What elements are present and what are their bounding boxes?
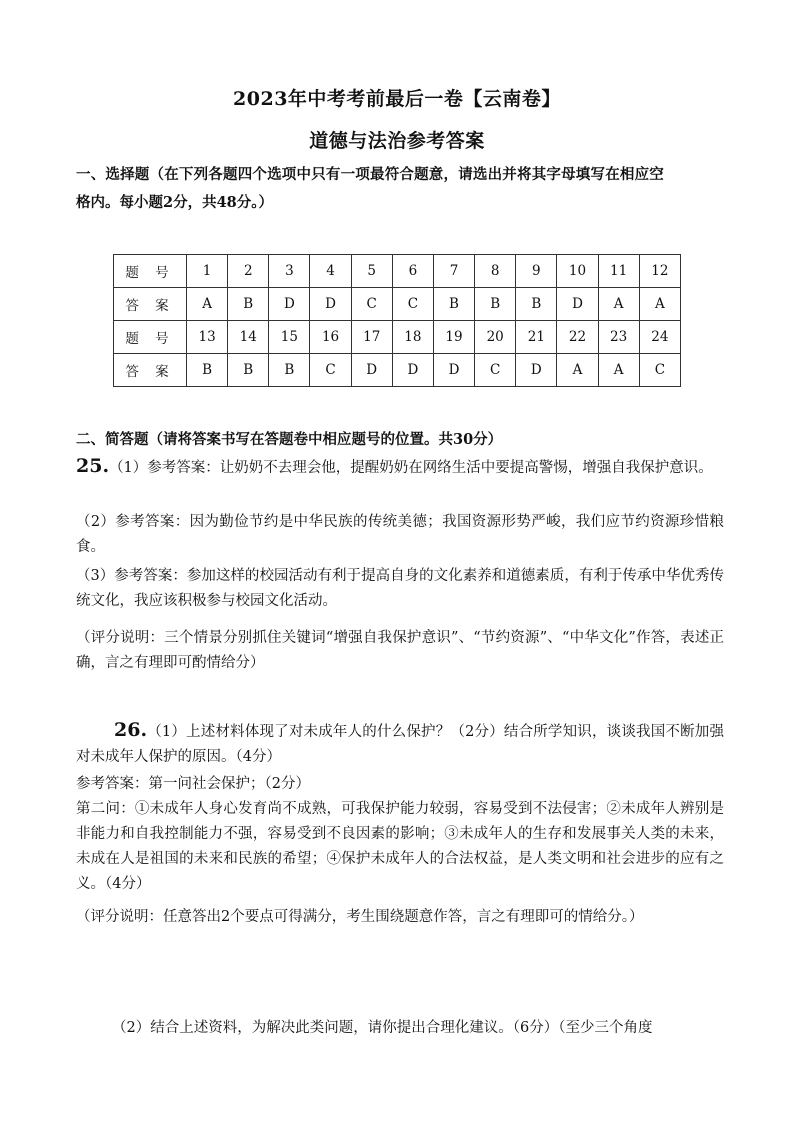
table-row	[114, 255, 681, 288]
answer-cell: A	[598, 288, 639, 321]
question-26-answer1: 参考答案：第一问社会保护；（2分）	[76, 776, 310, 792]
answer-cell: D	[310, 288, 351, 321]
question-number-cell: 14	[228, 321, 269, 354]
question-26-number: 26.	[114, 719, 148, 741]
answer-cell: A	[639, 288, 680, 321]
answer-cell: B	[228, 288, 269, 321]
section1-heading	[76, 162, 724, 215]
answer-cell: D	[516, 354, 557, 387]
question-number-cell: 5	[351, 255, 392, 288]
question-number-cell: 24	[639, 321, 680, 354]
question-number-cell: 18	[392, 321, 433, 354]
question-26-part2: （2）结合上述资料，为解决此类问题，请你提出合理化建议。（6分）（至少三个角度	[112, 1020, 653, 1036]
page-subtitle: 道德与法治参考答案	[309, 130, 485, 152]
answer-cell: A	[557, 354, 598, 387]
question-number-cell: 17	[351, 321, 392, 354]
question-26-note: （评分说明：任意答出2个要点可得满分，考生围绕题意作答，言之有理即可的情给分。）	[76, 909, 644, 925]
answer-cell: C	[639, 354, 680, 387]
question-number-cell: 22	[557, 321, 598, 354]
answer-label: 答 案	[114, 354, 187, 387]
question-26-answer2: 第二问：①未成年人身心发育尚不成熟，可我保护能力较弱，容易受到不法侵害；②未成年人辨别是非能力和自我控制能力不强，容易受到不良因素的影响；③未成年人的生存和发展事关人类的未来，未成在人是祖国的未来和民族的希望；④保护未成年人的合法权益，是人类文明和社会进步的应有之义。（4分）	[76, 801, 724, 892]
question-number-cell: 19	[433, 321, 474, 354]
answer-cell: C	[475, 354, 516, 387]
answer-cell: C	[392, 288, 433, 321]
answer-cell: C	[310, 354, 351, 387]
question-number-cell: 3	[269, 255, 310, 288]
answer-cell: D	[269, 288, 310, 321]
question-number-label: 题 号	[114, 321, 187, 354]
question-25-number: 25.	[76, 455, 110, 477]
question-number-cell: 8	[475, 255, 516, 288]
answer-cell: C	[351, 288, 392, 321]
answer-cell: A	[187, 288, 228, 321]
question-number-cell: 11	[598, 255, 639, 288]
table-row	[114, 288, 681, 321]
question-26-part1	[76, 718, 724, 770]
question-number-label: 题 号	[114, 255, 187, 288]
answer-table	[113, 254, 681, 387]
question-25-part1	[76, 454, 724, 481]
question-25-note: （评分说明：三个情景分别抓住关键词“增强自我保护意识”、“节约资源”、“中华文化”作答，表述正确，言之有理即可酌情给分）	[76, 630, 724, 671]
answer-cell: D	[557, 288, 598, 321]
question-25-part3: （3）参考答案：参加这样的校园活动有利于提高自身的文化素养和道德素质，有利于传承中华优秀传统文化，我应该积极参与校园文化活动。	[76, 568, 724, 609]
answer-cell: B	[433, 288, 474, 321]
page-title: 2023年中考考前最后一卷【云南卷】	[233, 88, 561, 110]
answer-cell: B	[187, 354, 228, 387]
question-number-cell: 9	[516, 255, 557, 288]
question-number-cell: 12	[639, 255, 680, 288]
question-number-cell: 13	[187, 321, 228, 354]
question-number-cell: 20	[475, 321, 516, 354]
question-number-cell: 10	[557, 255, 598, 288]
answer-cell: D	[433, 354, 474, 387]
question-number-cell: 7	[433, 255, 474, 288]
table-row	[114, 354, 681, 387]
question-number-cell: 21	[516, 321, 557, 354]
question-number-cell: 4	[310, 255, 351, 288]
answer-label: 答 案	[114, 288, 187, 321]
question-number-cell: 2	[228, 255, 269, 288]
question-number-cell: 6	[392, 255, 433, 288]
question-25-part2: （2）参考答案：因为勤俭节约是中华民族的传统美德；我国资源形势严峻，我们应节约资源珍惜粮食。	[76, 514, 724, 555]
question-number-cell: 15	[269, 321, 310, 354]
question-26-part1-text: （1）上述材料体现了对未成年人的什么保护？（2分）结合所学知识，谈谈我国不断加强对未成年人保护的原因。（4分）	[76, 724, 724, 765]
answer-cell: D	[351, 354, 392, 387]
question-number-cell: 16	[310, 321, 351, 354]
question-number-cell: 1	[187, 255, 228, 288]
answer-cell: A	[598, 354, 639, 387]
section1-heading-line1: 一、选择题（在下列各题四个选项中只有一项最符合题意，请选出并将其字母填写在相应空	[76, 166, 664, 183]
section2-heading: 二、简答题（请将答案书写在答题卷中相应题号的位置。共30分）	[76, 431, 503, 448]
answer-cell: B	[516, 288, 557, 321]
question-25-part1-text: （1）参考答案：让奶奶不去理会他，提醒奶奶在网络生活中要提高警惕，增强自我保护意识。	[109, 460, 713, 476]
answer-cell: B	[269, 354, 310, 387]
answer-cell: B	[475, 288, 516, 321]
answer-cell: D	[392, 354, 433, 387]
table-row	[114, 321, 681, 354]
section1-heading-line2: 格内。每小题2分，共48分。）	[76, 194, 274, 211]
question-number-cell: 23	[598, 321, 639, 354]
answer-cell: B	[228, 354, 269, 387]
